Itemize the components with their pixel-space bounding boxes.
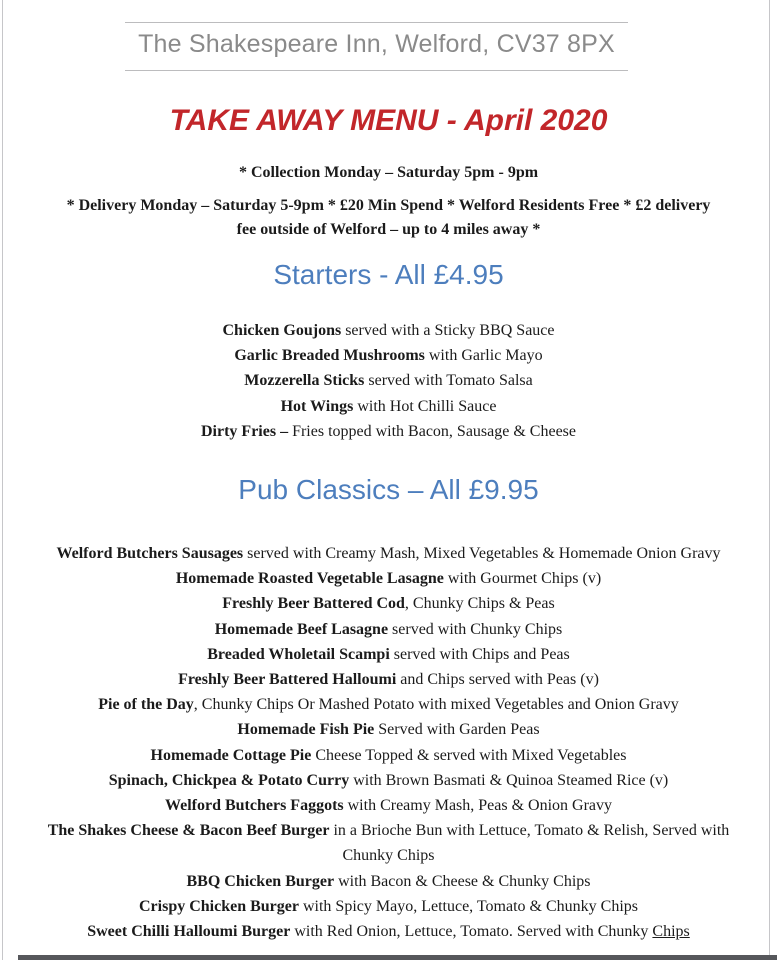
item-name: Homemade Fish Pie	[237, 721, 375, 739]
page-left-edge	[2, 0, 3, 960]
item-name: Freshly Beer Battered Cod	[222, 595, 405, 613]
menu-item	[43, 566, 735, 591]
page-header	[125, 22, 628, 71]
item-name: BBQ Chicken Burger	[186, 872, 335, 890]
item-desc: , Chunky Chips & Peas	[404, 595, 555, 613]
item-name: Homemade Beef Lasagne	[214, 620, 389, 638]
menu-item	[43, 394, 735, 419]
item-desc: with Bacon & Cheese & Chunky Chips	[334, 872, 591, 890]
item-desc: with Red Onion, Lettuce, Tomato. Served with Chunky	[290, 923, 653, 941]
item-name: Dirty Fries –	[200, 422, 289, 440]
delivery-info-line2: fee outside of Welford – up to 4 miles away *	[236, 221, 541, 238]
pub-classics-list	[43, 541, 735, 944]
menu-item	[43, 368, 735, 393]
item-desc: served with Creamy Mash, Mixed Vegetables & Homemade Onion Gravy	[243, 545, 721, 563]
item-name: The Shakes Cheese & Bacon Beef Burger	[47, 822, 330, 840]
item-desc: with Garlic Mayo	[424, 347, 543, 365]
item-desc: in a Brioche Bun with Lettuce, Tomato & Relish, Served with Chunky Chips	[329, 822, 730, 865]
menu-item	[43, 692, 735, 717]
item-name: Pie of the Day	[98, 696, 194, 714]
menu-item	[43, 894, 735, 919]
menu-item	[43, 717, 735, 742]
item-desc: , Chunky Chips Or Mashed Potato with mixed Vegetables and Onion Gravy	[193, 696, 679, 714]
menu-item	[43, 667, 735, 692]
item-desc: and Chips served with Peas (v)	[396, 671, 599, 689]
section-heading-pub-classics: Pub Classics – All £9.95	[238, 474, 539, 506]
collection-info: * Collection Monday – Saturday 5pm - 9pm	[238, 164, 539, 181]
page-right-edge	[769, 0, 770, 960]
item-name: Homemade Cottage Pie	[150, 746, 312, 764]
item-name: Welford Butchers Sausages	[56, 545, 244, 563]
menu-item	[43, 869, 735, 894]
starters-list	[43, 318, 735, 444]
menu-item	[43, 768, 735, 793]
item-desc: served with Chunky Chips	[388, 620, 563, 638]
page-title: The Shakespeare Inn, Welford, CV37 8PX	[138, 30, 615, 58]
delivery-info	[39, 194, 739, 242]
item-name: Garlic Breaded Mushrooms	[234, 347, 425, 365]
item-name: Sweet Chilli Halloumi Burger	[87, 923, 291, 941]
item-desc: with Spicy Mayo, Lettuce, Tomato & Chunky Chips	[298, 897, 638, 915]
item-name: Hot Wings	[280, 397, 354, 415]
item-name: Homemade Roasted Vegetable Lasagne	[175, 570, 444, 588]
menu-item	[43, 743, 735, 768]
item-desc: served with Tomato Salsa	[364, 372, 533, 390]
item-desc: with Gourmet Chips (v)	[443, 570, 602, 588]
item-desc: with Brown Basmati & Quinoa Steamed Rice (v)	[349, 771, 669, 789]
menu-item	[43, 318, 735, 343]
section-heading-starters: Starters - All £4.95	[273, 259, 504, 290]
item-name: Freshly Beer Battered Halloumi	[178, 671, 397, 689]
delivery-info-line1: * Delivery Monday – Saturday 5-9pm * £20 Min Spend * Welford Residents Free * £2 delivery	[66, 197, 711, 214]
menu-item	[43, 642, 735, 667]
menu-item	[43, 919, 735, 944]
item-desc: served with Chips and Peas	[389, 645, 570, 663]
item-name: Chicken Goujons	[222, 322, 342, 339]
menu-item	[43, 591, 735, 616]
menu-item	[43, 541, 735, 566]
menu-title: TAKE AWAY MENU - April 2020	[169, 104, 608, 137]
item-name: Welford Butchers Faggots	[164, 797, 344, 815]
menu-item	[43, 793, 735, 818]
item-desc: with Hot Chilli Sauce	[353, 397, 497, 415]
item-desc: served with a Sticky BBQ Sauce	[341, 322, 555, 339]
item-desc: Cheese Topped & served with Mixed Vegetables	[311, 746, 627, 764]
item-desc-underlined: Chips	[652, 923, 690, 941]
item-desc: Served with Garden Peas	[374, 721, 540, 739]
item-desc: with Creamy Mash, Peas & Onion Gravy	[343, 797, 613, 815]
item-name: Breaded Wholetail Scampi	[207, 645, 390, 663]
menu-item	[43, 818, 735, 868]
item-name: Mozzerella Sticks	[244, 372, 365, 390]
menu-item	[43, 343, 735, 368]
menu-item	[43, 419, 735, 444]
menu-item	[43, 617, 735, 642]
item-name: Crispy Chicken Burger	[138, 897, 299, 915]
item-desc: Fries topped with Bacon, Sausage & Cheese	[288, 422, 577, 440]
item-name: Spinach, Chickpea & Potato Curry	[108, 771, 350, 789]
photo-bottom-edge	[18, 955, 777, 960]
